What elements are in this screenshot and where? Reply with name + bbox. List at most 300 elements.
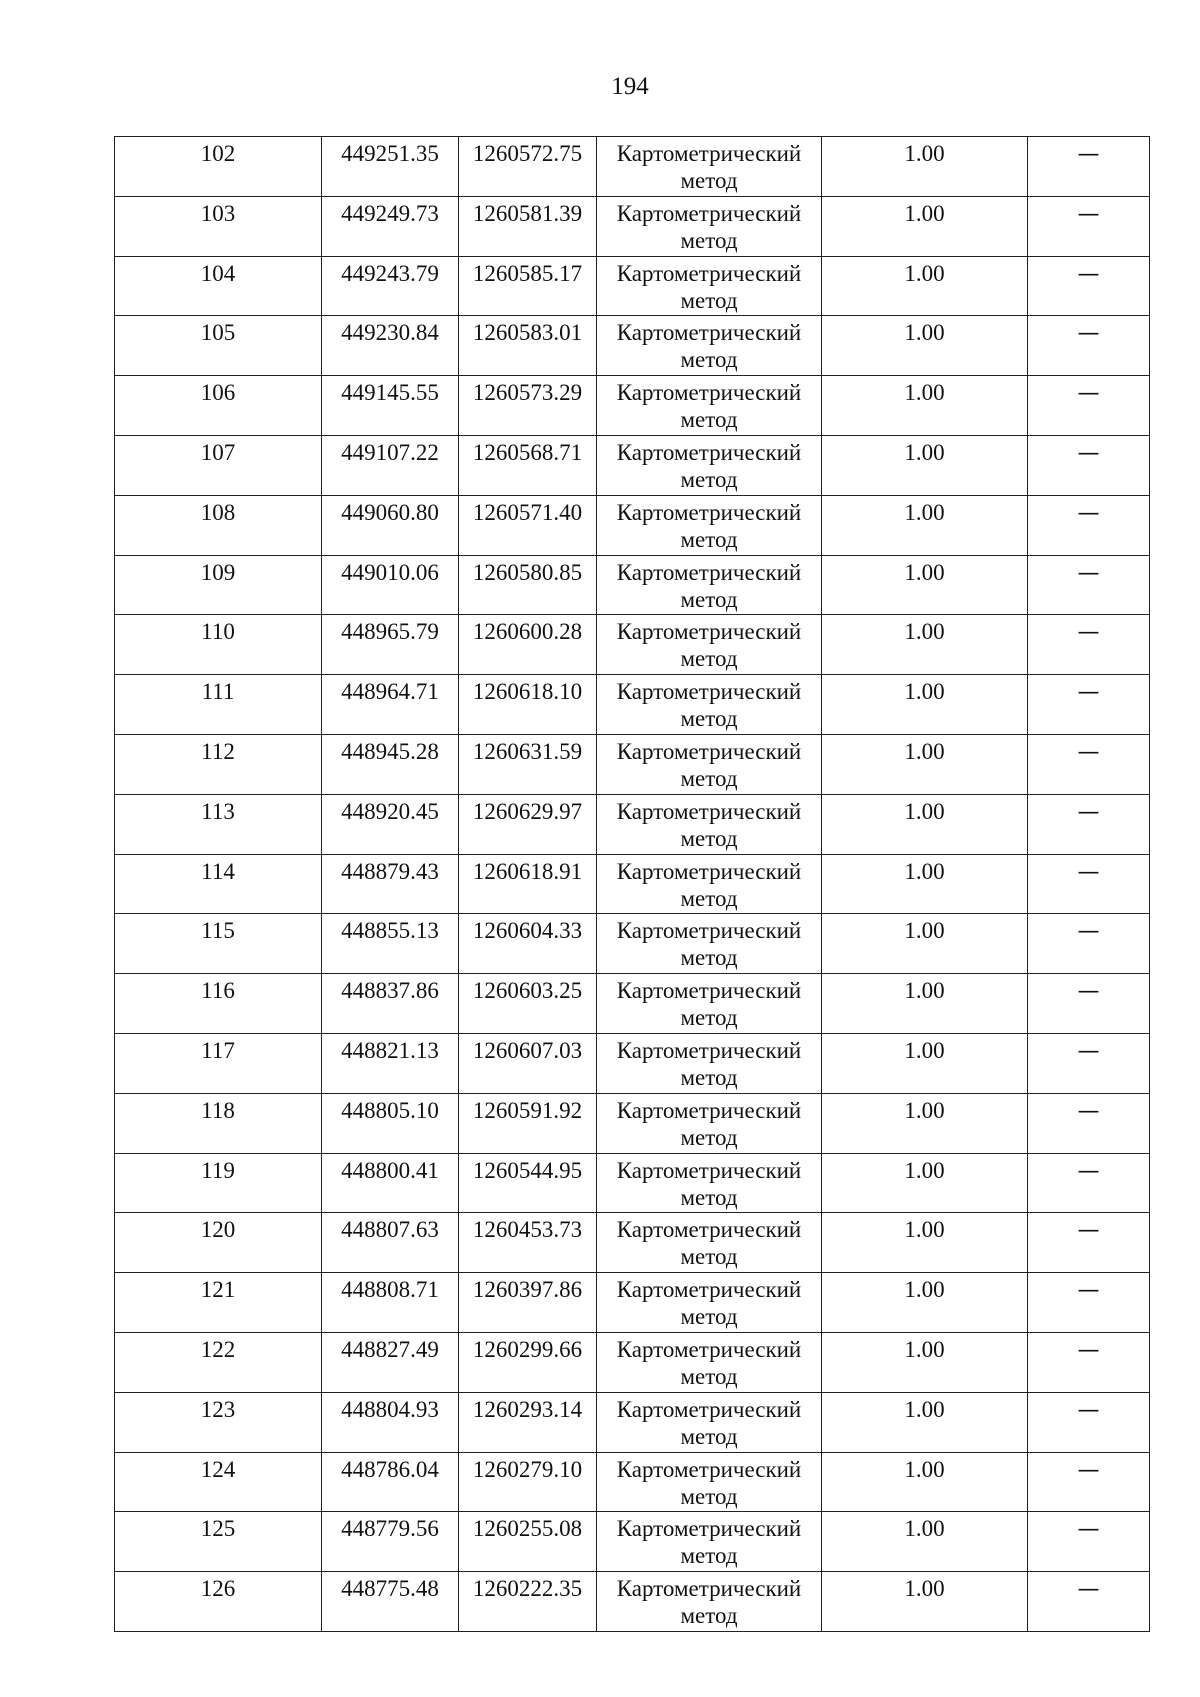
method-cell — [597, 1153, 822, 1213]
point-number-text: 116 — [201, 978, 235, 1004]
x-coordinate-cell — [322, 1452, 459, 1512]
coordinates-table — [114, 136, 1150, 1632]
accuracy-cell — [822, 495, 1028, 555]
method-text: Картометрический метод — [616, 1516, 802, 1569]
accuracy-cell — [822, 675, 1028, 735]
y-coordinate-text: 1260279.10 — [472, 1456, 583, 1482]
note-cell — [1028, 1153, 1150, 1213]
y-coordinate-text: 1260255.08 — [472, 1516, 583, 1542]
x-coordinate-text: 448855.13 — [341, 918, 439, 944]
method-text: Картометрический метод — [616, 200, 802, 253]
point-number-text: 115 — [201, 918, 235, 944]
accuracy-text: 1.00 — [904, 1336, 945, 1362]
method-cell — [597, 1572, 822, 1632]
accuracy-cell — [822, 1512, 1028, 1572]
method-cell — [597, 555, 822, 615]
x-coordinate-text: 449230.84 — [341, 320, 439, 346]
x-coordinate-text: 448821.13 — [341, 1037, 439, 1063]
note-text: — — [1077, 321, 1100, 347]
accuracy-text: 1.00 — [904, 918, 945, 944]
x-coordinate-cell — [322, 1153, 459, 1213]
note-cell — [1028, 196, 1150, 256]
method-text: Картометрический метод — [616, 499, 802, 552]
y-coordinate-text: 1260453.73 — [472, 1217, 583, 1243]
note-text: — — [1077, 1457, 1100, 1483]
point-number-text: 106 — [200, 380, 236, 406]
note-text: — — [1077, 739, 1100, 765]
method-text: Картометрический метод — [616, 1217, 802, 1270]
table-row — [115, 137, 1150, 197]
accuracy-text: 1.00 — [904, 1037, 945, 1063]
point-number-text: 114 — [201, 858, 235, 884]
note-text: — — [1077, 261, 1100, 287]
point-number-cell — [115, 1153, 322, 1213]
table-row — [115, 675, 1150, 735]
method-cell — [597, 1452, 822, 1512]
x-coordinate-cell — [322, 1033, 459, 1093]
note-text: — — [1077, 1278, 1100, 1304]
y-coordinate-text: 1260629.97 — [472, 798, 583, 824]
accuracy-text: 1.00 — [904, 1097, 945, 1123]
x-coordinate-text: 448920.45 — [341, 798, 439, 824]
accuracy-cell — [822, 854, 1028, 914]
note-text: — — [1077, 440, 1100, 466]
note-text: — — [1077, 1397, 1100, 1423]
method-cell — [597, 1392, 822, 1452]
accuracy-text: 1.00 — [904, 499, 945, 525]
y-coordinate-cell — [459, 137, 597, 197]
accuracy-cell — [822, 555, 1028, 615]
x-coordinate-cell — [322, 435, 459, 495]
method-cell — [597, 1093, 822, 1153]
accuracy-text: 1.00 — [904, 380, 945, 406]
table-row — [115, 555, 1150, 615]
accuracy-cell — [822, 1213, 1028, 1273]
y-coordinate-text: 1260600.28 — [472, 619, 583, 645]
accuracy-text: 1.00 — [904, 738, 945, 764]
x-coordinate-cell — [322, 794, 459, 854]
method-cell — [597, 435, 822, 495]
accuracy-cell — [822, 794, 1028, 854]
point-number-text: 102 — [200, 141, 236, 166]
x-coordinate-text: 448879.43 — [341, 858, 439, 884]
point-number-text: 125 — [200, 1516, 236, 1542]
note-cell — [1028, 1512, 1150, 1572]
point-number-cell — [115, 376, 322, 436]
x-coordinate-text: 448786.04 — [341, 1456, 439, 1482]
accuracy-text: 1.00 — [904, 559, 945, 585]
point-number-text: 118 — [201, 1097, 235, 1123]
point-number-cell — [115, 1452, 322, 1512]
note-cell — [1028, 256, 1150, 316]
point-number-cell — [115, 256, 322, 316]
note-text: — — [1077, 1038, 1100, 1064]
note-text: — — [1077, 859, 1100, 885]
x-coordinate-cell — [322, 1392, 459, 1452]
y-coordinate-text: 1260618.91 — [472, 858, 583, 884]
accuracy-cell — [822, 256, 1028, 316]
y-coordinate-text: 1260572.75 — [472, 141, 583, 166]
accuracy-cell — [822, 1392, 1028, 1452]
method-cell — [597, 137, 822, 197]
note-cell — [1028, 1273, 1150, 1333]
table-row — [115, 1572, 1150, 1632]
point-number-cell — [115, 495, 322, 555]
x-coordinate-cell — [322, 914, 459, 974]
point-number-text: 108 — [200, 499, 236, 525]
point-number-text: 109 — [200, 559, 236, 585]
point-number-text: 120 — [200, 1217, 236, 1243]
note-cell — [1028, 794, 1150, 854]
point-number-cell — [115, 974, 322, 1034]
method-text: Картометрический метод — [616, 1456, 802, 1509]
y-coordinate-cell — [459, 914, 597, 974]
note-cell — [1028, 914, 1150, 974]
x-coordinate-text: 449249.73 — [341, 200, 439, 226]
method-cell — [597, 196, 822, 256]
method-cell — [597, 495, 822, 555]
table-row — [115, 196, 1150, 256]
point-number-text: 111 — [201, 679, 235, 705]
x-coordinate-text: 449060.80 — [341, 499, 439, 525]
point-number-cell — [115, 555, 322, 615]
method-text: Картометрический метод — [616, 918, 802, 971]
x-coordinate-text: 448965.79 — [341, 619, 439, 645]
x-coordinate-text: 448805.10 — [341, 1097, 439, 1123]
accuracy-cell — [822, 1452, 1028, 1512]
table-row — [115, 615, 1150, 675]
point-number-text: 123 — [200, 1396, 236, 1422]
method-cell — [597, 974, 822, 1034]
accuracy-cell — [822, 1093, 1028, 1153]
x-coordinate-cell — [322, 1332, 459, 1392]
y-coordinate-cell — [459, 555, 597, 615]
method-text: Картометрический метод — [616, 1576, 802, 1629]
note-cell — [1028, 1392, 1150, 1452]
y-coordinate-text: 1260299.66 — [472, 1336, 583, 1362]
point-number-cell — [115, 734, 322, 794]
note-cell — [1028, 974, 1150, 1034]
note-cell — [1028, 555, 1150, 615]
method-text: Картометрический метод — [616, 141, 802, 193]
note-cell — [1028, 495, 1150, 555]
x-coordinate-text: 448964.71 — [341, 679, 439, 705]
y-coordinate-cell — [459, 974, 597, 1034]
y-coordinate-text: 1260222.35 — [472, 1576, 583, 1602]
x-coordinate-cell — [322, 376, 459, 436]
x-coordinate-text: 448800.41 — [341, 1157, 439, 1183]
note-text: — — [1077, 680, 1100, 706]
accuracy-text: 1.00 — [904, 1217, 945, 1243]
point-number-cell — [115, 794, 322, 854]
y-coordinate-text: 1260571.40 — [472, 499, 583, 525]
note-cell — [1028, 376, 1150, 436]
note-cell — [1028, 1572, 1150, 1632]
accuracy-text: 1.00 — [904, 320, 945, 346]
method-cell — [597, 794, 822, 854]
point-number-cell — [115, 1093, 322, 1153]
point-number-text: 119 — [201, 1157, 235, 1183]
y-coordinate-cell — [459, 675, 597, 735]
y-coordinate-cell — [459, 1153, 597, 1213]
y-coordinate-cell — [459, 495, 597, 555]
table-row — [115, 1273, 1150, 1333]
accuracy-text: 1.00 — [904, 1456, 945, 1482]
method-cell — [597, 675, 822, 735]
point-number-cell — [115, 1512, 322, 1572]
method-cell — [597, 854, 822, 914]
x-coordinate-text: 448945.28 — [341, 738, 439, 764]
table-row — [115, 974, 1150, 1034]
accuracy-text: 1.00 — [904, 1516, 945, 1542]
note-cell — [1028, 615, 1150, 675]
note-text: — — [1077, 1158, 1100, 1184]
accuracy-cell — [822, 1332, 1028, 1392]
y-coordinate-cell — [459, 794, 597, 854]
method-text: Картометрический метод — [616, 798, 802, 851]
y-coordinate-cell — [459, 1452, 597, 1512]
x-coordinate-text: 448804.93 — [341, 1396, 439, 1422]
note-cell — [1028, 137, 1150, 197]
y-coordinate-text: 1260603.25 — [472, 978, 583, 1004]
y-coordinate-cell — [459, 1512, 597, 1572]
table-row — [115, 734, 1150, 794]
x-coordinate-cell — [322, 1512, 459, 1572]
x-coordinate-cell — [322, 137, 459, 197]
method-text: Картометрический метод — [616, 439, 802, 492]
y-coordinate-cell — [459, 1572, 597, 1632]
x-coordinate-cell — [322, 1093, 459, 1153]
accuracy-text: 1.00 — [904, 798, 945, 824]
y-coordinate-cell — [459, 1033, 597, 1093]
table-row — [115, 376, 1150, 436]
x-coordinate-cell — [322, 1572, 459, 1632]
note-cell — [1028, 316, 1150, 376]
point-number-cell — [115, 316, 322, 376]
x-coordinate-cell — [322, 615, 459, 675]
y-coordinate-cell — [459, 1332, 597, 1392]
method-text: Картометрический метод — [616, 978, 802, 1031]
y-coordinate-text: 1260293.14 — [472, 1396, 583, 1422]
note-text: — — [1077, 1337, 1100, 1363]
accuracy-cell — [822, 316, 1028, 376]
x-coordinate-cell — [322, 854, 459, 914]
point-number-text: 126 — [200, 1576, 236, 1602]
table-row — [115, 495, 1150, 555]
x-coordinate-cell — [322, 734, 459, 794]
note-text: — — [1077, 201, 1100, 227]
note-text: — — [1077, 560, 1100, 586]
accuracy-text: 1.00 — [904, 260, 945, 286]
accuracy-cell — [822, 196, 1028, 256]
y-coordinate-text: 1260631.59 — [472, 738, 583, 764]
table-row — [115, 256, 1150, 316]
point-number-cell — [115, 1213, 322, 1273]
y-coordinate-text: 1260580.85 — [472, 559, 583, 585]
method-text: Картометрический метод — [616, 1037, 802, 1090]
table-row — [115, 914, 1150, 974]
y-coordinate-cell — [459, 196, 597, 256]
y-coordinate-cell — [459, 435, 597, 495]
x-coordinate-cell — [322, 675, 459, 735]
note-text: — — [1077, 1577, 1100, 1603]
method-text: Картометрический метод — [616, 1336, 802, 1389]
table-row — [115, 794, 1150, 854]
accuracy-text: 1.00 — [904, 978, 945, 1004]
method-text: Картометрический метод — [616, 559, 802, 612]
point-number-text: 110 — [201, 619, 235, 645]
accuracy-text: 1.00 — [904, 1396, 945, 1422]
y-coordinate-cell — [459, 1273, 597, 1333]
x-coordinate-text: 448775.48 — [341, 1576, 439, 1602]
point-number-text: 121 — [200, 1277, 236, 1303]
method-cell — [597, 256, 822, 316]
x-coordinate-cell — [322, 974, 459, 1034]
table-row — [115, 1512, 1150, 1572]
note-text: — — [1077, 500, 1100, 526]
point-number-text: 117 — [201, 1037, 235, 1063]
method-cell — [597, 1213, 822, 1273]
method-cell — [597, 1273, 822, 1333]
method-cell — [597, 1033, 822, 1093]
accuracy-text: 1.00 — [904, 619, 945, 645]
accuracy-cell — [822, 914, 1028, 974]
method-cell — [597, 615, 822, 675]
accuracy-text: 1.00 — [904, 1576, 945, 1602]
point-number-cell — [115, 1273, 322, 1333]
y-coordinate-cell — [459, 316, 597, 376]
note-text: — — [1077, 979, 1100, 1005]
point-number-text: 104 — [200, 260, 236, 286]
x-coordinate-text: 449243.79 — [341, 260, 439, 286]
note-cell — [1028, 1332, 1150, 1392]
accuracy-text: 1.00 — [904, 1277, 945, 1303]
point-number-cell — [115, 1572, 322, 1632]
x-coordinate-cell — [322, 1273, 459, 1333]
x-coordinate-cell — [322, 495, 459, 555]
note-text: — — [1077, 919, 1100, 945]
note-cell — [1028, 854, 1150, 914]
note-cell — [1028, 675, 1150, 735]
accuracy-cell — [822, 137, 1028, 197]
method-text: Картометрический метод — [616, 1396, 802, 1449]
y-coordinate-text: 1260544.95 — [472, 1157, 583, 1183]
table-row — [115, 1452, 1150, 1512]
x-coordinate-cell — [322, 256, 459, 316]
note-text: — — [1077, 1517, 1100, 1543]
y-coordinate-text: 1260397.86 — [472, 1277, 583, 1303]
y-coordinate-cell — [459, 1213, 597, 1273]
y-coordinate-cell — [459, 256, 597, 316]
accuracy-cell — [822, 376, 1028, 436]
x-coordinate-cell — [322, 555, 459, 615]
point-number-cell — [115, 137, 322, 197]
point-number-cell — [115, 615, 322, 675]
method-cell — [597, 376, 822, 436]
x-coordinate-cell — [322, 196, 459, 256]
point-number-text: 112 — [201, 738, 235, 764]
x-coordinate-text: 448807.63 — [341, 1217, 439, 1243]
point-number-cell — [115, 1332, 322, 1392]
accuracy-text: 1.00 — [904, 858, 945, 884]
table-row — [115, 435, 1150, 495]
x-coordinate-text: 449107.22 — [341, 439, 439, 465]
table-row — [115, 1093, 1150, 1153]
note-text: — — [1077, 1098, 1100, 1124]
y-coordinate-text: 1260618.10 — [472, 679, 583, 705]
accuracy-cell — [822, 734, 1028, 794]
table-body — [115, 137, 1150, 1632]
table-row — [115, 1153, 1150, 1213]
method-text: Картометрический метод — [616, 260, 802, 313]
method-text: Картометрический метод — [616, 320, 802, 373]
note-text: — — [1077, 620, 1100, 646]
method-text: Картометрический метод — [616, 858, 802, 911]
y-coordinate-text: 1260604.33 — [472, 918, 583, 944]
accuracy-text: 1.00 — [904, 679, 945, 705]
x-coordinate-text: 448827.49 — [341, 1336, 439, 1362]
x-coordinate-cell — [322, 1213, 459, 1273]
accuracy-cell — [822, 1033, 1028, 1093]
method-text: Картометрический метод — [616, 619, 802, 672]
x-coordinate-text: 449010.06 — [341, 559, 439, 585]
note-text: — — [1077, 381, 1100, 407]
note-text: — — [1077, 799, 1100, 825]
point-number-text: 124 — [200, 1456, 236, 1482]
note-cell — [1028, 435, 1150, 495]
accuracy-cell — [822, 974, 1028, 1034]
method-text: Картометрический метод — [616, 1157, 802, 1210]
accuracy-cell — [822, 1273, 1028, 1333]
note-cell — [1028, 1213, 1150, 1273]
y-coordinate-text: 1260591.92 — [472, 1097, 583, 1123]
point-number-cell — [115, 196, 322, 256]
x-coordinate-cell — [322, 316, 459, 376]
accuracy-cell — [822, 1153, 1028, 1213]
method-cell — [597, 1332, 822, 1392]
x-coordinate-text: 448779.56 — [341, 1516, 439, 1542]
y-coordinate-text: 1260568.71 — [472, 439, 583, 465]
accuracy-text: 1.00 — [904, 1157, 945, 1183]
y-coordinate-cell — [459, 854, 597, 914]
method-text: Картометрический метод — [616, 738, 802, 791]
table-row — [115, 1332, 1150, 1392]
note-cell — [1028, 1452, 1150, 1512]
point-number-cell — [115, 435, 322, 495]
accuracy-cell — [822, 1572, 1028, 1632]
y-coordinate-cell — [459, 1093, 597, 1153]
y-coordinate-text: 1260607.03 — [472, 1037, 583, 1063]
method-text: Картометрический метод — [616, 679, 802, 732]
note-cell — [1028, 734, 1150, 794]
point-number-cell — [115, 854, 322, 914]
point-number-text: 122 — [200, 1336, 236, 1362]
method-cell — [597, 1512, 822, 1572]
point-number-text: 107 — [200, 439, 236, 465]
page-number: 194 — [611, 73, 649, 100]
x-coordinate-text: 449251.35 — [341, 141, 439, 166]
note-cell — [1028, 1033, 1150, 1093]
note-text: — — [1077, 142, 1100, 167]
table-row — [115, 1392, 1150, 1452]
table-row — [115, 1213, 1150, 1273]
accuracy-text: 1.00 — [904, 200, 945, 226]
method-text: Картометрический метод — [616, 1097, 802, 1150]
note-text: — — [1077, 1218, 1100, 1244]
y-coordinate-text: 1260581.39 — [472, 200, 583, 226]
method-text: Картометрический метод — [616, 1277, 802, 1330]
point-number-cell — [115, 1392, 322, 1452]
